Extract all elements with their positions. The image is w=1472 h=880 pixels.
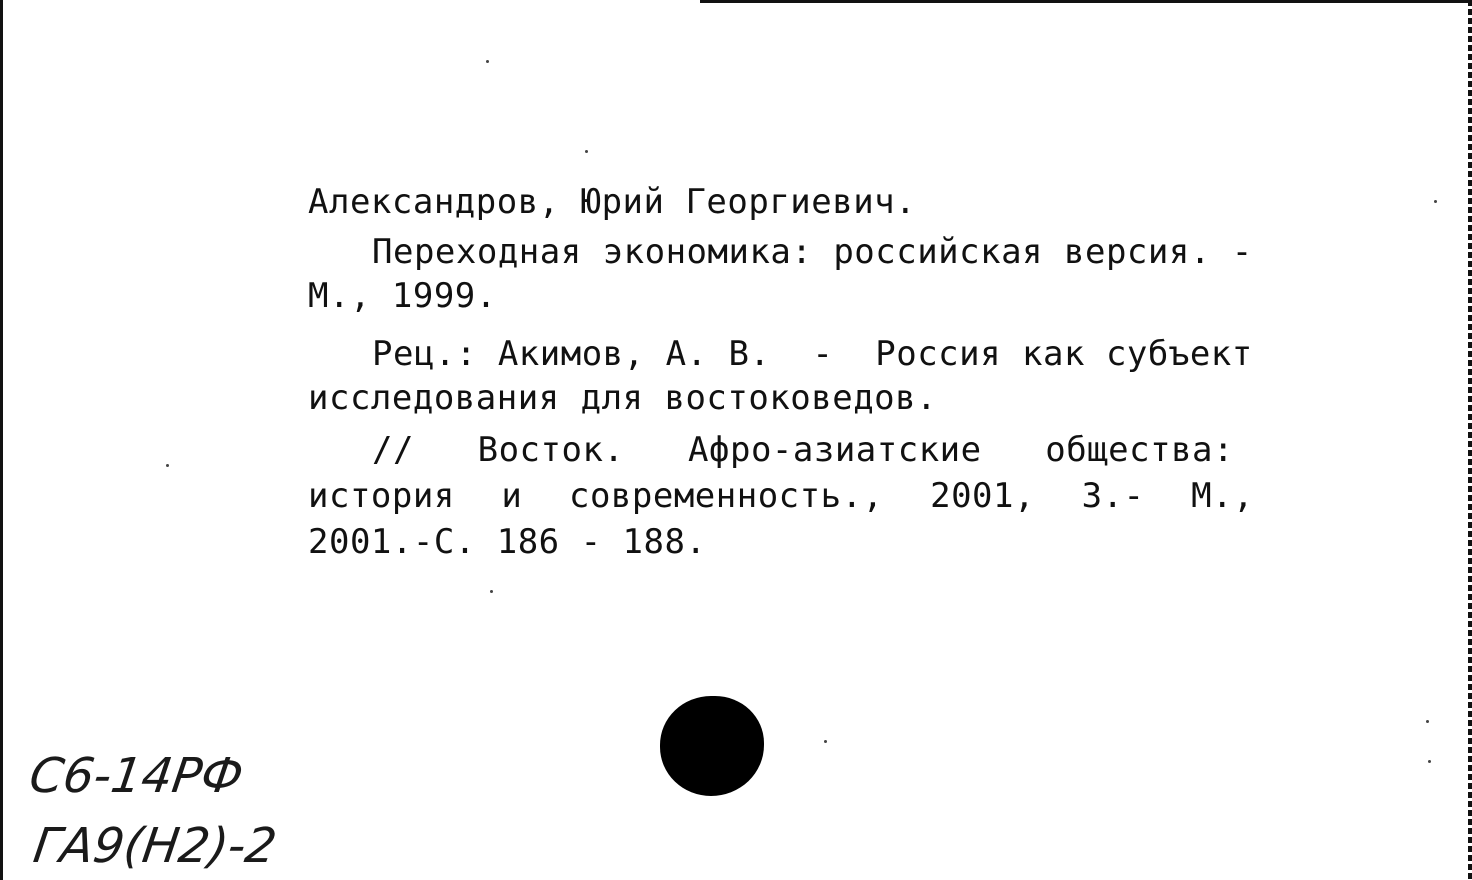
scan-speck xyxy=(1426,720,1429,723)
scan-speck xyxy=(1434,200,1437,203)
source-word: Восток. xyxy=(477,430,625,470)
review-line-2: исследования для востоковедов. xyxy=(308,378,938,418)
title-line-1: Переходная экономика: российская версия. - xyxy=(372,232,1253,272)
source-line-1 xyxy=(372,430,1234,470)
source-word: М., xyxy=(1191,476,1254,516)
source-word: история xyxy=(308,476,455,516)
scan-speck xyxy=(585,150,588,153)
handwritten-code-2: ГА9(Н2)-2 xyxy=(30,818,280,874)
scan-speck xyxy=(824,740,827,743)
title-line-2: М., 1999. xyxy=(308,276,497,316)
scan-speck xyxy=(166,464,169,467)
scan-speck xyxy=(486,60,489,63)
source-line-3: 2001.-С. 186 - 188. xyxy=(308,522,707,562)
source-word: 3.- xyxy=(1081,476,1145,516)
source-word: общества: xyxy=(1045,430,1234,470)
punch-hole xyxy=(660,696,764,796)
review-line-1: Рец.: Акимов, А. В. - Россия как субъект xyxy=(372,334,1253,374)
source-word: 2001, xyxy=(930,476,1035,516)
source-word: Афро-азиатские xyxy=(688,430,982,470)
source-word: и xyxy=(501,476,523,516)
source-line-2 xyxy=(308,476,1254,516)
source-word: // xyxy=(372,430,414,470)
scan-speck xyxy=(490,590,493,593)
card-top-edge xyxy=(700,0,1472,3)
scan-speck xyxy=(1428,760,1431,763)
card-left-edge xyxy=(0,0,3,880)
card-right-edge xyxy=(1468,0,1472,880)
author-line: Александров, Юрий Георгиевич. xyxy=(308,182,917,222)
handwritten-code-1: С6-14РФ xyxy=(26,748,247,804)
source-word: современность., xyxy=(568,476,884,516)
